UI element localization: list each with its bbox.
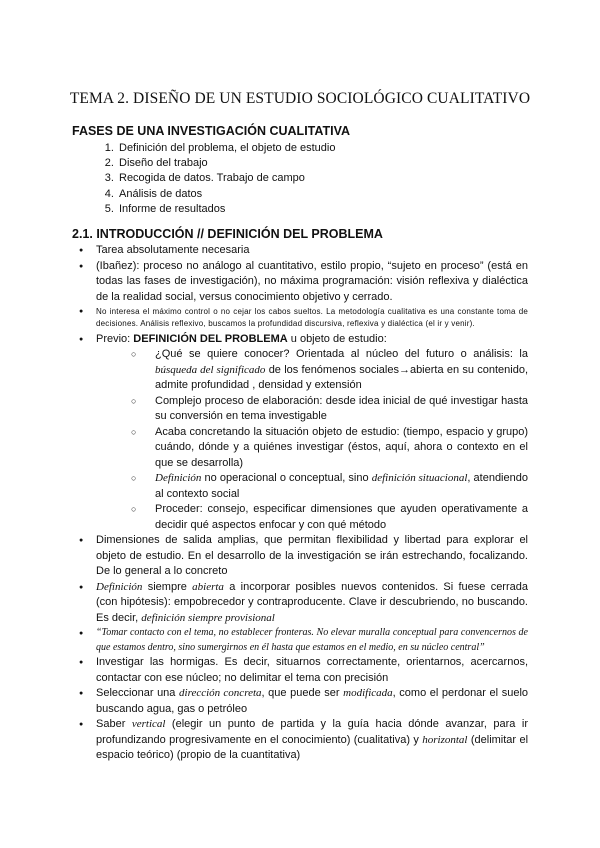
italic-text: definición situacional	[371, 472, 468, 485]
text: Saber	[96, 718, 132, 731]
phases-list	[72, 141, 335, 217]
section-body	[72, 243, 528, 764]
italic-text: abierta	[192, 580, 224, 593]
list-item	[72, 580, 528, 627]
page-title: TEMA 2. DISEÑO DE UN ESTUDIO SOCIOLÓGICO CUALITATIVO	[69, 90, 531, 107]
text: , atendiendo al contexto social	[155, 472, 528, 500]
italic-text: dirección concreta	[179, 687, 262, 700]
text: no operacional o conceptual, sino	[201, 472, 372, 485]
italic-text: búsqueda del significado	[155, 363, 266, 376]
list-item: ● (Ibañez): proceso no análogo al cuantitativo, estilo propio, “sujeto en proceso” (está en todas las fases de investigación), no máxima programación: visión reflexiva y dialéctica de la realidad social, versus conocimiento objetivo y cerrado.	[72, 259, 528, 306]
sub-list-item	[119, 471, 528, 502]
text: , que puede ser	[261, 687, 344, 700]
list-item: 3. Recogida de datos. Trabajo de campo	[117, 171, 335, 186]
text: u objeto de estudio:	[287, 332, 387, 345]
italic-text: vertical	[131, 718, 166, 731]
text: Previo:	[96, 332, 134, 345]
text: Seleccionar una	[96, 687, 180, 700]
sub-list-item: ○ Acaba concretando la situación objeto de estudio: (tiempo, espacio y grupo) cuándo, dónde y a quiénes investigar (éstos, aquí, ahora o contexto en el que se desarrolla)	[119, 425, 528, 472]
italic-text: definición siempre provisional	[141, 611, 275, 624]
phases-heading: FASES DE UNA INVESTIGACIÓN CUALITATIVA	[72, 124, 351, 138]
list-item: ● No interesa el máximo control o no cejar los cabos sueltos. La metodología cualitativa es una constante toma de decisiones. Análisis reflexivo, buscamos la profundidad discursiva, reflexiva y dialéctica (el ir y venir).	[72, 305, 528, 332]
text: de los fenómenos sociales→abierta en su contenido, admite profundidad , densidad y extensión	[155, 363, 528, 392]
list-item	[72, 717, 528, 764]
sub-list-item: ○ Proceder: consejo, especificar dimensiones que ayuden operativamente a decidir qué aspectos enfocar y con qué método	[119, 502, 528, 533]
italic-text: modificada	[343, 687, 393, 700]
quote-item: ● “Tomar contacto con el tema, no establecer fronteras. No elevar muralla conceptual para convencernos de que estamos dentro, sino sumergirnos en él hasta que estamos en el medio, en su núcleo central”	[72, 626, 528, 655]
list-item	[72, 332, 528, 534]
sub-list-item: ○ Complejo proceso de elaboración: desde idea inicial de qué investigar hasta su conversión en tema investigable	[119, 394, 528, 425]
list-item: 5. Informe de resultados	[117, 202, 335, 217]
italic-text: horizontal	[422, 733, 468, 746]
text: a incorporar posibles nuevos contenidos. Si fuese cerrada (con hipótesis): empobrecedor y contraproducente. Clave ir descubriendo, no buscando. Es decir,	[96, 580, 528, 624]
list-item: ● Dimensiones de salida amplias, que permitan flexibilidad y libertad para explorar el objeto de estudio. En el desarrollo de la investigación se irán estrechando, focalizando. De lo general a lo concreto	[72, 533, 528, 580]
text: (delimitar el espacio teórico) (propio de la cuantitativa)	[96, 733, 529, 762]
bold-text: DEFINICIÓN DEL PROBLEMA	[133, 332, 288, 345]
sub-list	[96, 347, 528, 533]
text: , como el perdonar el suelo buscando agua, gas o petróleo	[96, 687, 528, 715]
list-item: ● Tarea absolutamente necesaria	[72, 243, 528, 259]
list-item: 2. Diseño del trabajo	[117, 156, 335, 171]
sub-list-item	[119, 347, 528, 394]
list-item	[72, 686, 528, 717]
italic-text: Definición	[96, 580, 143, 593]
bullet-list	[72, 243, 528, 764]
italic-text: Definición	[155, 472, 202, 485]
text: siempre	[142, 580, 193, 593]
list-item: ● Investigar las hormigas. Es decir, situarnos correctamente, orientarnos, acercarnos, contactar con ese núcleo; no delimitar el tema con precisión	[72, 655, 528, 686]
list-item: 1. Definición del problema, el objeto de estudio	[117, 141, 335, 156]
text: ¿Qué se quiere conocer? Orientada al núcleo del futuro o análisis: la	[155, 348, 528, 361]
text: (elegir un punto de partida y la guía hacia dónde avanzar, para ir profundizando progresivamente en el conocimiento) (cualitativa) y	[96, 718, 528, 746]
section-heading: 2.1. INTRODUCCIÓN // DEFINICIÓN DEL PROBLEMA	[72, 227, 383, 241]
list-item: 4. Análisis de datos	[117, 187, 335, 202]
